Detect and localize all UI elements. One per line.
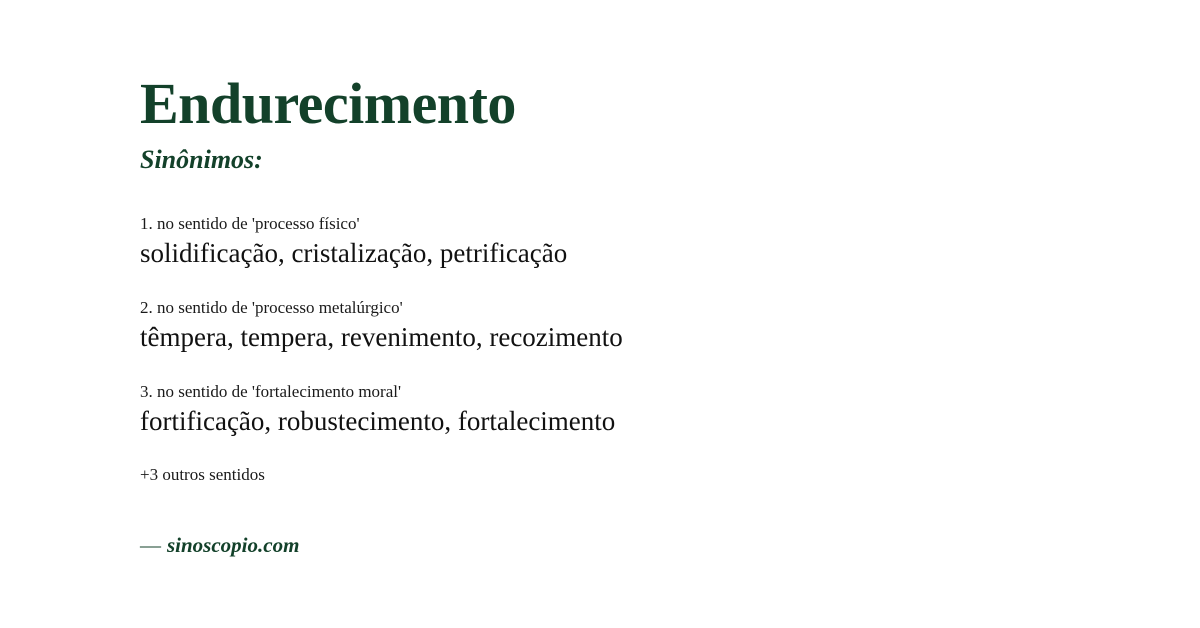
synonyms-heading: Sinônimos: [140,144,263,174]
page-title: Endurecimento [140,71,516,136]
more-senses-label: +3 outros sentidos [140,464,265,484]
em-dash: — [140,532,161,557]
list-item [140,213,1060,271]
sense-label: 1. no sentido de 'processo físico' [140,213,360,233]
list-item [140,297,1060,355]
sense-label: 3. no sentido de 'fortalecimento moral' [140,381,402,401]
sense-synonyms: solidificação, cristalização, petrificação [140,238,568,269]
source-name: sinoscopio.com [167,532,300,557]
list-item [140,381,1060,439]
source-attribution [140,533,1060,558]
sense-synonyms: têmpera, tempera, revenimento, recozimento [140,321,623,352]
senses-list [140,213,1060,439]
sense-synonyms: fortificação, robustecimento, fortalecimento [140,405,616,436]
sense-label: 2. no sentido de 'processo metalúrgico' [140,297,403,317]
